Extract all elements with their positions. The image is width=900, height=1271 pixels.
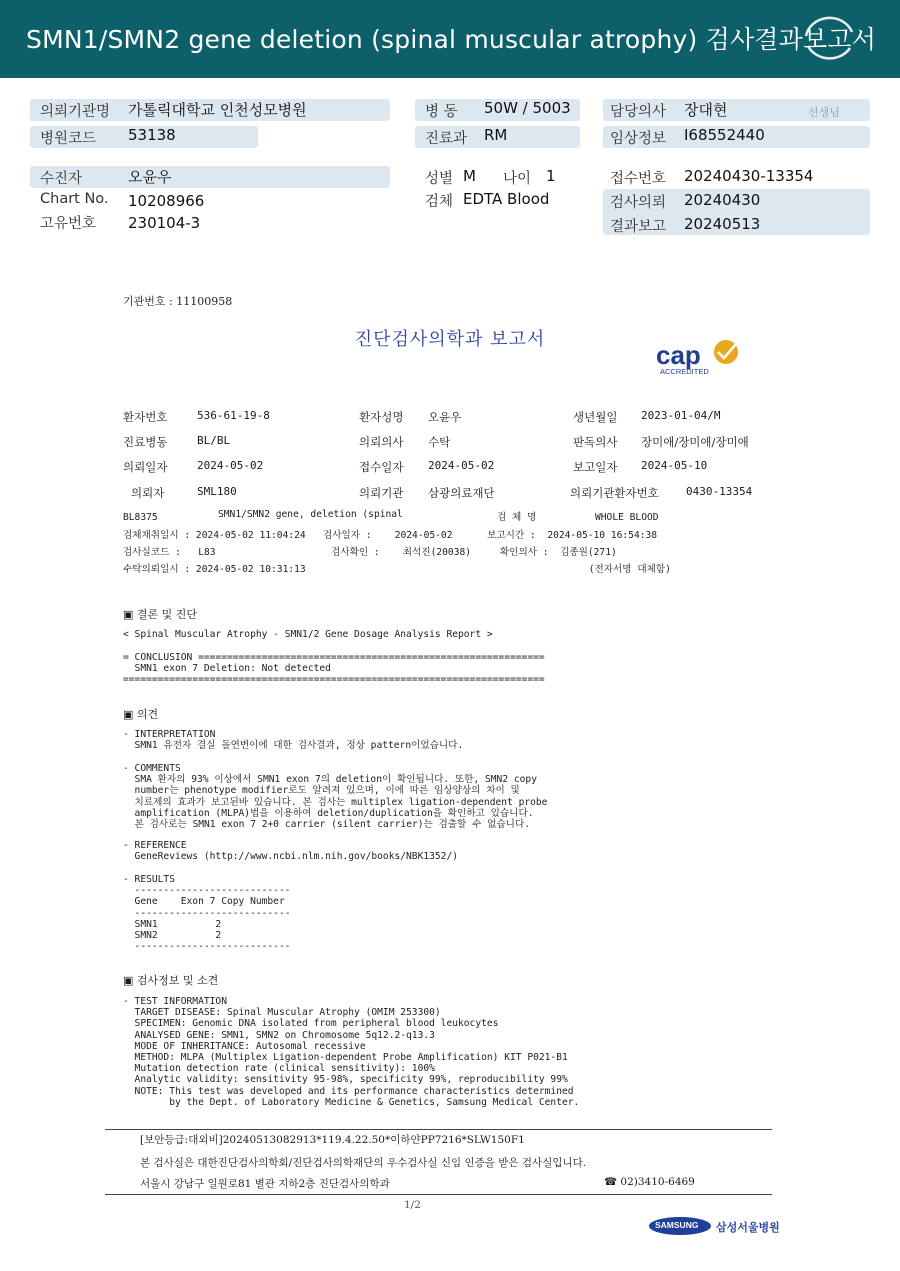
institution-label: 의뢰기관명 (40, 104, 111, 120)
doctor-value: 장대현 (684, 101, 728, 119)
dob-value: 2023-01-04/M (641, 409, 721, 422)
test-code: BL8375 (123, 512, 158, 523)
receipt-label: 접수번호 (610, 171, 667, 187)
chart-value: 10208966 (128, 192, 205, 210)
sex-value: M (463, 167, 476, 185)
rec-date-value: 2024-05-02 (428, 459, 495, 472)
sml-logo-icon (798, 14, 860, 62)
patient-no-value: 536-61-19-8 (197, 409, 270, 422)
opinion-section-title: ▣ 의견 (123, 708, 159, 721)
page-number: 1/2 (404, 1199, 421, 1211)
conclusion-subtitle: < Spinal Muscular Atrophy - SMN1/2 Gene Dosage Analysis Report > (123, 629, 493, 640)
req-inst-pt-value: 0430-13354 (686, 485, 753, 498)
request-time-line: 수탁의뢰일시 : 2024-05-02 10:31:13 (전자서명 대체함) (123, 564, 671, 575)
hospital-code-value: 53138 (128, 126, 176, 144)
svg-text:cap: cap (656, 340, 701, 370)
rep-date-value: 2024-05-10 (641, 459, 708, 472)
requester-value: SML180 (197, 485, 237, 498)
ward-code-label: 진료병동 (123, 435, 168, 449)
institution-value: 가톨릭대학교 인천성모병원 (128, 101, 307, 119)
req-date-label: 의뢰일자 (123, 460, 168, 474)
svg-text:ACCREDITED: ACCREDITED (660, 367, 709, 376)
ward-label: 병 동 (425, 104, 458, 120)
test-name: SMN1/SMN2 gene, deletion (spinal (218, 509, 403, 520)
results-table: - RESULTS --------------------------- Gene Exon 7 Copy Number --------------------------- SMN1 2 SMN2 2 --------------------------- (123, 874, 291, 953)
req-date-value: 2024-05-02 (197, 459, 264, 472)
conclusion-section-title: ▣ 결론 및 진단 (123, 608, 198, 621)
samsung-logo-text: SAMSUNG (655, 1220, 699, 1230)
org-number: 기관번호 : 11100958 (123, 295, 233, 308)
cap-accredited-logo-icon (654, 336, 746, 376)
result-value: 20240513 (684, 215, 761, 233)
patient-name-label: 환자성명 (359, 410, 404, 424)
lab-code-line: 검사실코드 : L83 검사확인 : 최석진(20038) 확인의사 : 김종원(271) (123, 547, 617, 558)
hospital-name: 삼성서울병원 (716, 1221, 780, 1234)
chart-label: Chart No. (40, 191, 109, 207)
requester-label: 의뢰자 (131, 486, 165, 500)
specimen-name-value: WHOLE BLOOD (595, 512, 659, 523)
req-inst-value: 삼광의료재단 (428, 486, 495, 500)
phone-line: ☎ 02)3410-6469 (604, 1176, 695, 1188)
certification-line: 본 검사실은 대한진단검사의학회/진단검사의학재단의 우수검사실 신임 인증을 받은 검사실입니다. (140, 1157, 587, 1169)
patient-row (30, 166, 390, 188)
request-label: 검사의뢰 (610, 195, 667, 211)
hospital-code-label: 병원코드 (40, 131, 97, 147)
req-inst-label: 의뢰기관 (359, 486, 404, 500)
test-information-block: - TEST INFORMATION TARGET DISEASE: Spinal Muscular Atrophy (OMIM 253300) SPECIMEN: Genomic DNA isolated from peripheral blood leukocytes ANALYSED GENE: SMN1, SMN2 on Chromosome 5q12.2-q13.3 MODE OF INHERITANCE: Autosomal recessive METHOD: MLPA (Multiplex Ligation-dependent Probe Amplification) KIT P021-B1 Mutation detection rate (clinical sensitivity): 100% Analytic validity: sensitivity 95-98%, specificity 99%, reproducibility 99% NOTE: This test was developed and its performance characteristics determined by the Dept. of Laboratory Medicine & Genetics, Samsung Medical Center. (123, 996, 580, 1108)
sample-time-line: 검체채취일시 : 2024-05-02 11:04:24 검사일자 : 2024-05-02 보고시간 : 2024-05-10 16:54:38 (123, 530, 658, 541)
report-title: SMN1/SMN2 gene deletion (spinal muscular atrophy) 검사결과보고서 (26, 25, 877, 54)
request-value: 20240430 (684, 191, 761, 209)
test-info-section-title: ▣ 검사정보 및 소견 (123, 974, 219, 987)
unique-value: 230104-3 (128, 214, 201, 232)
receipt-value: 20240430-13354 (684, 167, 814, 185)
doctor-title: 선생님 (808, 106, 840, 119)
ward-value: 50W / 5003 (484, 99, 571, 117)
unique-label: 고유번호 (40, 216, 97, 232)
comments-block: - COMMENTS SMA 환자의 93% 이상에서 SMN1 exon 7의 deletion이 확인됩니다. 또한, SMN2 copy number는 phenotype modifier로도 알려져 있으며, 이에 따른 임상양상의 차이 및 치료제의 효과가 보고된바 있습니다. 본 검사는 multiplex ligation-dependent probe amplification (MLPA)법을 이용하여 deletion/duplication을 확인하고 있습니다. 본 검사로는 SMN1 exon 7 2+0 carrier (silent carrier)는 검출할 수 없습니다. (123, 763, 548, 831)
footer-divider-top (105, 1129, 772, 1130)
read-doc-label: 판독의사 (573, 435, 618, 449)
reference-block: - REFERENCE GeneReviews (http://www.ncbi.nlm.nih.gov/books/NBK1352/) (123, 840, 459, 863)
patient-no-label: 환자번호 (123, 410, 168, 424)
interpretation-block: - INTERPRETATION SMN1 유전자 결실 돌연변이에 대한 검사결과, 정상 pattern이었습니다. (123, 729, 464, 752)
report-heading: 진단검사의학과 보고서 (354, 329, 546, 350)
req-doc-value: 수탁 (428, 435, 451, 449)
clinical-value: I68552440 (684, 126, 765, 144)
patient-name-value: 오윤우 (428, 410, 462, 424)
dob-label: 생년월일 (573, 410, 618, 424)
conclusion-block: = CONCLUSION ============================================================ SMN1 exon 7 Deletion: Not detected ========================================================================= (123, 652, 545, 686)
clinical-label: 임상정보 (610, 131, 667, 147)
read-doc-value: 장미애/장미애/장미애 (641, 435, 749, 449)
specimen-value: EDTA Blood (463, 190, 550, 208)
header-banner (0, 0, 900, 78)
req-doc-label: 의뢰의사 (359, 435, 404, 449)
age-value: 1 (546, 167, 556, 185)
rec-date-label: 접수일자 (359, 460, 404, 474)
ward-code-value: BL/BL (197, 434, 231, 447)
specimen-label: 검체 (425, 194, 454, 210)
patient-value: 오윤우 (128, 168, 172, 186)
patient-label: 수진자 (40, 171, 83, 187)
footer-divider-bottom (105, 1194, 772, 1195)
req-inst-pt-label: 의뢰기관환자번호 (570, 486, 659, 500)
specimen-name-label: 검 체 명 (497, 512, 537, 523)
address-line: 서울시 강남구 일원로81 별관 지하2층 진단검사의학과 (140, 1178, 390, 1190)
age-label: 나이 (503, 171, 532, 187)
dept-value: RM (484, 126, 508, 144)
result-label: 결과보고 (610, 219, 667, 235)
security-line: [보안등급:대외비]20240513082913*119.4.22.50*이하얀PP7216*SLW150F1 (140, 1134, 525, 1146)
sex-label: 성별 (425, 171, 454, 187)
rep-date-label: 보고일자 (573, 460, 618, 474)
doctor-label: 담당의사 (610, 104, 667, 120)
dept-label: 진료과 (425, 131, 468, 147)
